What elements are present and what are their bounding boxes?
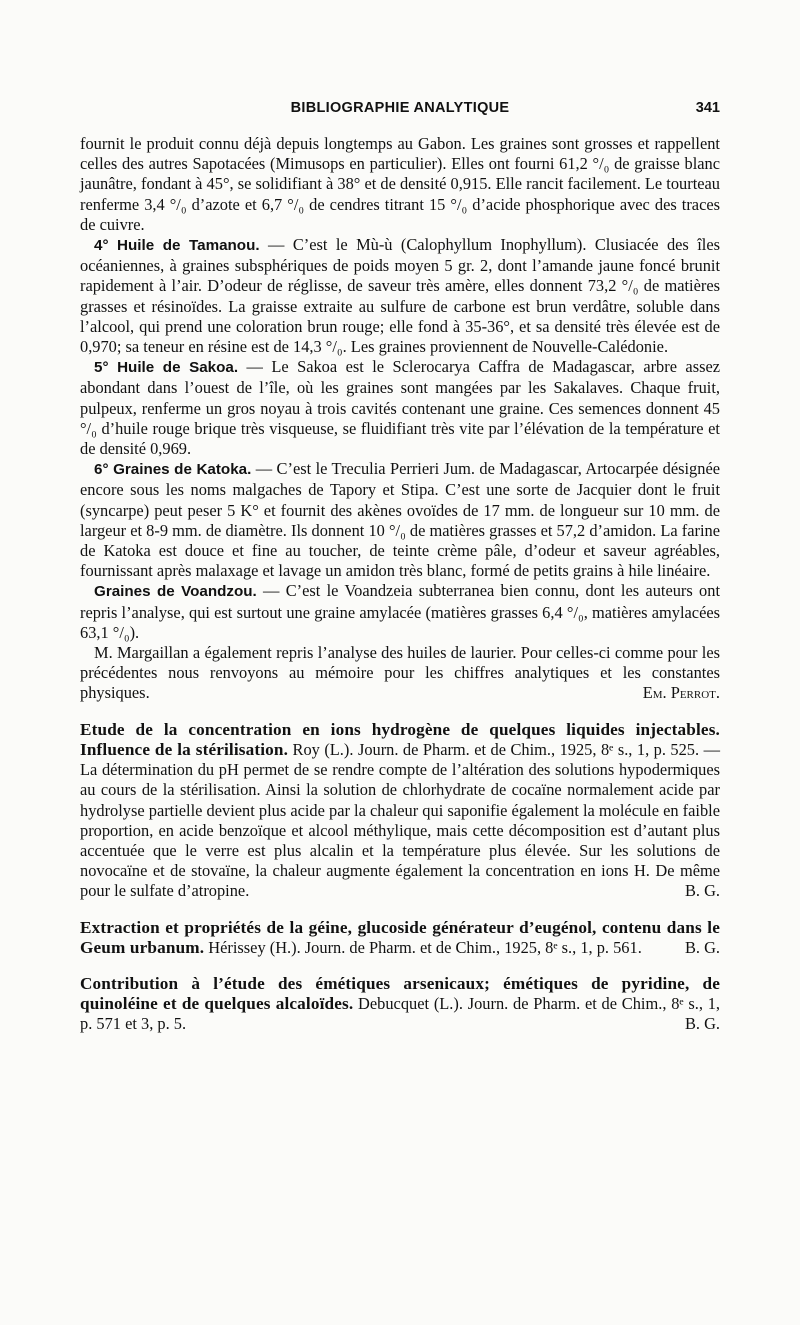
article-title: Extraction et propriétés de la géine, glucoside générateur d’eugénol, contenu dans le Geum urbanum. xyxy=(80,917,720,957)
section-heading: 6° Graines de Katoka. xyxy=(94,461,252,479)
article-entry xyxy=(80,974,720,1035)
article-body: — La détermination du pH permet de se rendre compte de l’altération des solutions hypodermiques au cours de la stérilisation. Ainsi la solution de chlorhydrate de cocaïne normalement acide par hydrolyse partielle devient plus acide par la chaleur qui saponifie également la molécule en faible proportion, en acide benzoïque et alcool méthylique, mais cette décomposition est d’autant plus accentuée que le verre est plus alcalin et la température plus élevée. Sur les solutions de novocaïne et de stovaïne, la chaleur augmente également la concentration en ions H. De même pour le sulfate d’atropine. xyxy=(80,739,720,901)
paragraph-text: fournit le produit connu déjà depuis longtemps au Gabon. Les graines sont grosses et rappellent celles des autres Sapotacées (Mimusops en particulier). Elles ont fourni 61,2 °/₀ de graisse blanc jaunâtre, fondant à 45°, se solidifiant à 38° et de densité 0,915. Elle rancit facilement. Le tourteau renferme 3,4 °/₀ d’azote et 6,7 °/₀ de cendres titrant 15 °/₀ d’acide phosphorique avec des traces de cuivre. xyxy=(80,134,720,234)
article-citation: Hérissey (H.). Journ. de Pharm. et de Chim., 1925, 8ᵉ s., 1, p. 561. xyxy=(204,937,642,957)
author-signature: B. G. xyxy=(684,881,720,901)
article-citation: Roy (L.). Journ. de Pharm. et de Chim., 1925, 8ᵉ s., 1, p. 525. xyxy=(288,739,700,759)
author-signature: B. G. xyxy=(684,937,720,957)
page-number: 341 xyxy=(695,100,720,116)
article-title: Etude de la concentration en ions hydrogène de quelques liquides injectables. Influence de la stérilisation. xyxy=(80,719,720,759)
running-header xyxy=(80,100,720,122)
review-paragraph xyxy=(80,643,720,704)
review-paragraph xyxy=(80,357,720,459)
section-heading: 5° Huile de Sakoa. xyxy=(94,359,239,377)
article-paragraph xyxy=(80,918,720,958)
author-signature: Em. Perrot. xyxy=(642,683,720,703)
paragraph-text: — Le Sakoa est le Sclerocarya Caffra de Madagascar, arbre assez abondant dans l’ouest de l’île, où les graines sont mangées par les Sakalaves. Chaque fruit, pulpeux, renferme un gros noyau à trois cavités contenant une graine. Ces semences donnent 45 °/₀ d’huile rouge brique très visqueuse, se fluidifiant très vite par l’élévation de la température et de densité 0,969. xyxy=(80,357,721,459)
review-paragraph xyxy=(80,581,720,643)
paragraph-text: — C’est le Voandzeia subterranea bien connu, dont les auteurs ont repris l’analyse, qui est surtout une graine amylacée (matières grasses 6,4 °/₀, matières amylacées 63,1 °/₀). xyxy=(80,581,720,642)
author-signature: B. G. xyxy=(684,1014,720,1034)
article-citation: Debucquet (L.). Journ. de Pharm. et de Chim., 8ᵉ s., 1, p. 571 et 3, p. 5. xyxy=(80,994,721,1034)
review-paragraph xyxy=(80,459,720,581)
text-column xyxy=(80,134,720,1035)
paragraph-text: — C’est le Mù-ù (Calophyllum Inophyllum). Clusiacée des îles océaniennes, à graines subsphériques de poids moyen 5 gr. 2, dont l’amande jaune foncé brunit rapidement à l’air. D’odeur de réglisse, de saveur très amère, elles donnent 73,2 °/₀ de matières grasses et résinoïdes. La graisse extraite au sulfure de carbone est brun verdâtre, soluble dans l’alcool, qui prend une coloration brun rouge; elle fond à 35-36°, et sa densité très élevée est de 0,970; sa teneur en résine est de 14,3 °/₀. Les graines proviennent de Nouvelle-Calédonie. xyxy=(80,235,720,357)
article-entry xyxy=(80,720,720,902)
paragraph-text: M. Margaillan a également repris l’analyse des huiles de laurier. Pour celles-ci comme pour les précédentes nous renvoyons au mémoire pour les chiffres analytiques et les constantes physiques. xyxy=(80,643,720,703)
article-title: Contribution à l’étude des émétiques arsenicaux; émétiques de pyridine, de quinoléine et de quelques alcaloïdes. xyxy=(80,973,720,1014)
review-paragraph xyxy=(80,134,720,235)
running-title: BIBLIOGRAPHIE ANALYTIQUE xyxy=(290,100,510,116)
article-paragraph xyxy=(80,720,720,902)
article-entry xyxy=(80,918,720,958)
article-paragraph xyxy=(80,974,720,1035)
paragraph-text: — C’est le Treculia Perrieri Jum. de Madagascar, Artocarpée désignée encore sous les noms malgaches de Tapory et Stipa. C’est une sorte de Jacquier dont le fruit (syncarpe) peut peser 5 K° et fournit des akènes ovoïdes de 17 mm. de longueur sur 10 mm. de largeur et 8-9 mm. de diamètre. Ils donnent 10 °/₀ de matières grasses et 57,2 d’amidon. La farine de Katoka est douce et fine au toucher, de teinte crème pâle, d’odeur et saveur agréables, fournissant après malaxage et lavage un amidon très blanc, formé de petits grains à hile linéaire. xyxy=(80,459,720,581)
section-heading: Graines de Voandzou. xyxy=(94,583,257,601)
review-paragraph xyxy=(80,235,720,357)
section-heading: 4° Huile de Tamanou. xyxy=(94,237,260,255)
